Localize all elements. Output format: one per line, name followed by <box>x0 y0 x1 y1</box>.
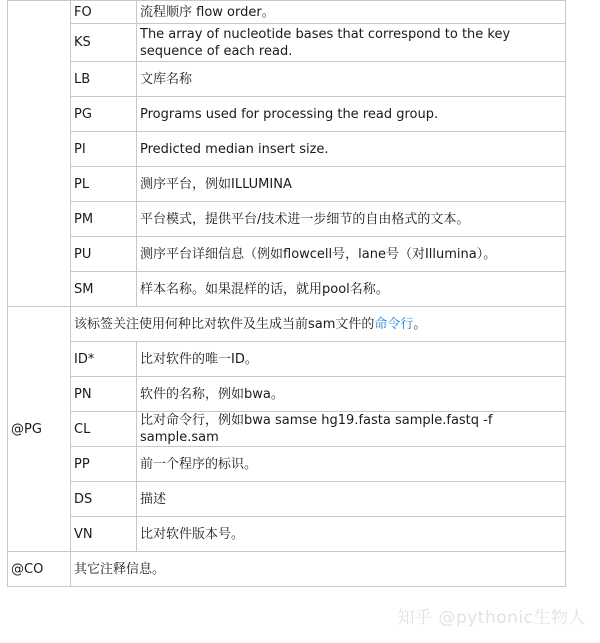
desc-cell: 流程顺序 flow order。 <box>137 1 566 24</box>
pg-intro-text: 该标签关注使用何种比对软件及生成当前sam文件的 <box>74 316 375 332</box>
desc-cell: 样本名称。如果混样的话，就用pool名称。 <box>137 272 566 307</box>
desc-cell: 平台模式，提供平台/技术进一步细节的自由格式的文本。 <box>137 202 566 237</box>
desc-cell: 文库名称 <box>137 62 566 97</box>
table-row <box>8 447 566 482</box>
table-row <box>8 62 566 97</box>
table-row <box>8 517 566 552</box>
tag-cell: DS <box>71 482 137 517</box>
desc-cell: The array of nucleotide bases that correspond to the key sequence of each read. <box>137 24 566 62</box>
tag-cell: PM <box>71 202 137 237</box>
co-header-cell: @CO <box>8 552 71 587</box>
desc-cell: 比对软件版本号。 <box>137 517 566 552</box>
table-row <box>8 272 566 307</box>
desc-cell: 测序平台，例如ILLUMINA <box>137 167 566 202</box>
table-row <box>8 482 566 517</box>
rg-header-cell <box>8 1 71 307</box>
table-row <box>8 24 566 62</box>
tag-cell: PU <box>71 237 137 272</box>
table-row <box>8 237 566 272</box>
desc-cell: 前一个程序的标识。 <box>137 447 566 482</box>
tag-cell: KS <box>71 24 137 62</box>
tag-cell: CL <box>71 412 137 447</box>
tag-cell: VN <box>71 517 137 552</box>
table-row <box>8 132 566 167</box>
table-row <box>8 97 566 132</box>
desc-cell: Programs used for processing the read group. <box>137 97 566 132</box>
tag-cell: PN <box>71 377 137 412</box>
table-row <box>8 552 566 587</box>
tag-cell: PL <box>71 167 137 202</box>
watermark: 知乎 @pythonic生物人 <box>397 608 586 628</box>
table-row <box>8 377 566 412</box>
table-row <box>8 167 566 202</box>
pg-header-cell: @PG <box>8 307 71 552</box>
table-row <box>8 1 566 24</box>
tag-cell: ID* <box>71 342 137 377</box>
tag-cell: LB <box>71 62 137 97</box>
desc-cell: 比对命令行，例如bwa samse hg19.fasta sample.fastq -f sample.sam <box>137 412 566 447</box>
table-row <box>8 202 566 237</box>
table-row <box>8 342 566 377</box>
desc-cell: 比对软件的唯一ID。 <box>137 342 566 377</box>
table-row <box>8 307 566 342</box>
tag-cell: FO <box>71 1 137 24</box>
tag-cell: PP <box>71 447 137 482</box>
pg-intro-suffix: 。 <box>413 316 427 332</box>
tag-cell: PG <box>71 97 137 132</box>
pg-intro-cell <box>71 307 566 342</box>
tag-cell: PI <box>71 132 137 167</box>
sam-header-table <box>7 0 566 587</box>
desc-cell: 软件的名称，例如bwa。 <box>137 377 566 412</box>
tag-cell: SM <box>71 272 137 307</box>
co-desc-cell: 其它注释信息。 <box>71 552 566 587</box>
table-row <box>8 412 566 447</box>
desc-cell: Predicted median insert size. <box>137 132 566 167</box>
desc-cell: 测序平台详细信息（例如flowcell号，lane号（对Illumina）。 <box>137 237 566 272</box>
command-line-link[interactable]: 命令行 <box>374 316 414 332</box>
desc-cell: 描述 <box>137 482 566 517</box>
